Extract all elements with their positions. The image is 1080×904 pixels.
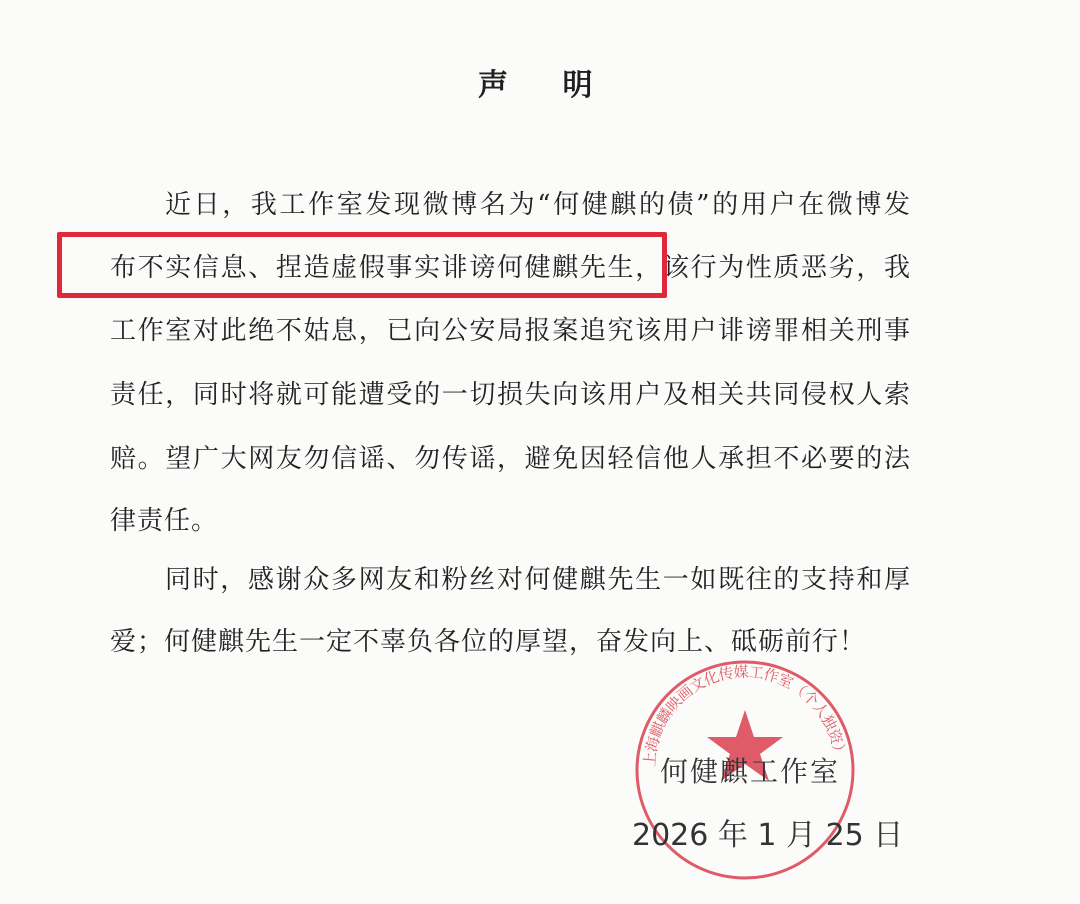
seal-text: 上海麒麟映画文化传媒工作室（个人独资） [640,662,849,768]
paragraph-line: 布不实信息、捏造虚假事实诽谤何健麒先生，该行为性质恶劣，我 [110,253,910,283]
paragraph-line: 赔。望广大网友勿信谣、勿传谣，避免因轻信他人承担不必要的法 [110,444,910,474]
highlight-box [57,232,667,298]
paragraph-line: 爱；何健麒先生一定不辜负各位的厚望，奋发向上、砥砺前行！ [110,627,865,657]
document-title: 声 明 [478,68,615,103]
paragraph-line: 律责任。 [110,506,219,536]
paragraph-line: 责任，同时将就可能遭受的一切损失向该用户及相关共同侵权人索 [110,380,910,410]
paragraph-line: 同时，感谢众多网友和粉丝对何健麒先生一如既往的支持和厚 [165,565,910,595]
paragraph-line: 近日，我工作室发现微博名为“何健麒的债”的用户在微博发 [165,190,910,220]
paragraph-line: 工作室对此绝不姑息，已向公安局报案追究该用户诽谤罪相关刑事 [110,316,910,346]
signature: 何健麒工作室 [660,755,841,788]
date: 2026 年 1 月 25 日 [632,818,904,853]
